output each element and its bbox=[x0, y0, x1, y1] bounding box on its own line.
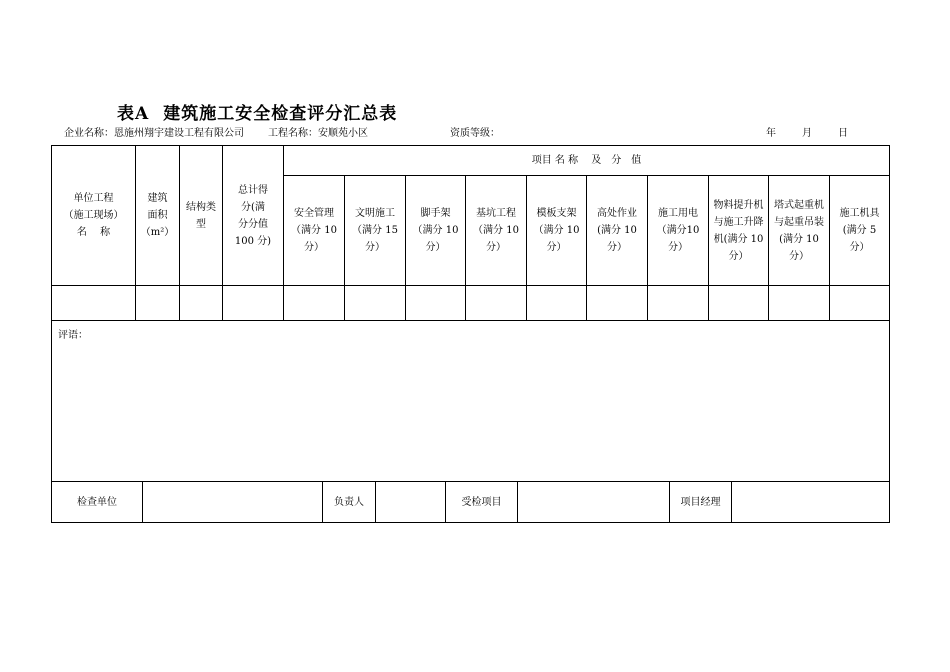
item-header-formwork-support: 模板支架 （满分 10 分） bbox=[533, 208, 580, 253]
company-name: 企业名称：恩施州翔宇建设工程有限公司 bbox=[64, 128, 244, 139]
unit-project-header: 单位工程 （施工现场） 名 称 bbox=[63, 193, 124, 238]
comment-label: 评语： bbox=[58, 330, 88, 341]
table-title: 建筑施工安全检查评分汇总表 bbox=[163, 104, 398, 124]
item-header-construction-machinery: 施工机具 (满分 5 分） bbox=[839, 208, 880, 253]
item-header-tower-crane: 塔式起重机 与起重吊装 (满分 10 分） bbox=[774, 199, 824, 262]
item-header-material-hoist: 物料提升机 与施工升降 机(满分 10 分） bbox=[713, 199, 764, 262]
project-manager-label: 项目经理 bbox=[680, 496, 721, 508]
project-name: 工程名称：安顺苑小区 bbox=[268, 128, 368, 139]
item-header-work-at-height: 高处作业 (满分 10 分） bbox=[597, 208, 637, 253]
item-header-foundation-pit: 基坑工程 （满分 10 分） bbox=[473, 208, 519, 253]
date-month: 月 bbox=[802, 128, 812, 139]
item-header-scaffolding: 脚手架 （满分 10 分） bbox=[412, 208, 459, 253]
item-header-safety-management: 安全管理 （满分 10 分） bbox=[291, 208, 337, 253]
responsible-person-label: 负责人 bbox=[334, 496, 364, 508]
building-area-header: 建筑 面积 （m²） bbox=[140, 193, 175, 238]
item-header-construction-electricity: 施工用电 （满分10 分） bbox=[656, 208, 700, 253]
qualification-level: 资质等级： bbox=[450, 128, 500, 139]
items-group-header: 项目 名 称 及 分 值 bbox=[531, 155, 642, 166]
total-score-header: 总计得 分(满 分分值 100 分) bbox=[234, 184, 272, 247]
item-header-civilized-construction: 文明施工 （满分 15 分） bbox=[352, 208, 398, 253]
structure-type-header: 结构类 型 bbox=[186, 201, 216, 230]
date-year: 年 bbox=[766, 128, 776, 139]
table-code: 表A bbox=[117, 104, 150, 124]
inspected-project-label: 受检项目 bbox=[461, 496, 502, 508]
date-day: 日 bbox=[838, 128, 848, 139]
document-title bbox=[117, 99, 397, 124]
inspect-unit-label: 检查单位 bbox=[77, 496, 117, 508]
